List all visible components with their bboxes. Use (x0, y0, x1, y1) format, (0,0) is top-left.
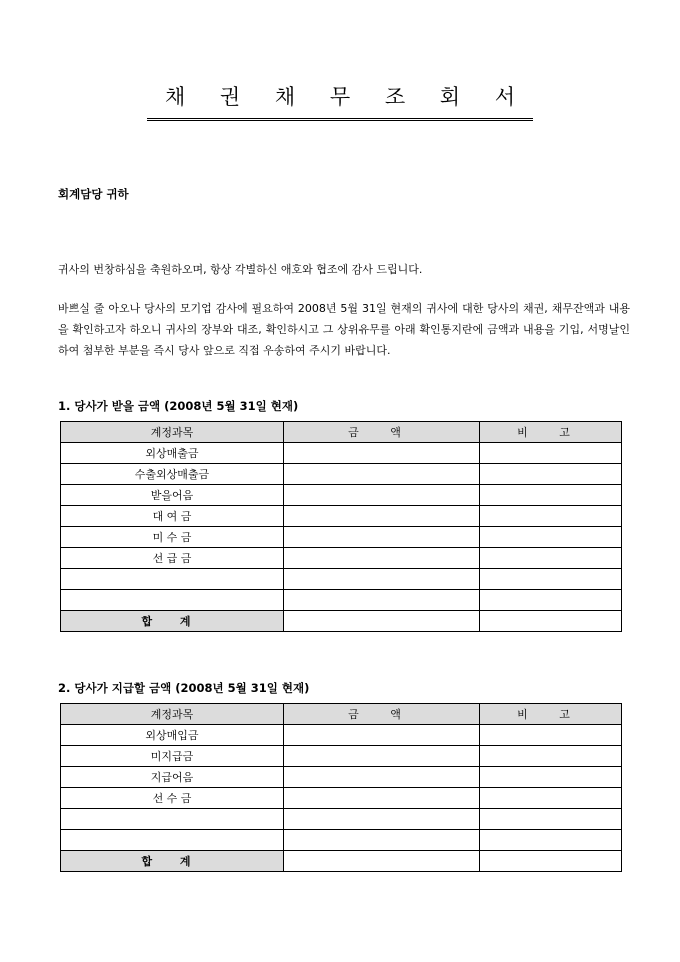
remarks-cell[interactable] (480, 746, 622, 767)
remarks-cell[interactable] (480, 767, 622, 788)
addressee: 회계담당 귀하 (58, 187, 129, 201)
total-label: 합 계 (61, 851, 284, 872)
table-row (61, 746, 622, 767)
table-row (61, 443, 622, 464)
request-paragraph: 바쁘실 줄 아오나 당사의 모기업 감사에 필요하여 2008년 5월 31일 현재의 귀사에 대한 당사의 채권, 채무잔액과 내용을 확인하고자 하오니 귀사의 장부와 대조, 확인하시고 그 상위유무를 아래 확인통지란에 금액과 내용을 기입, 서명날인하여 첨부한 부분을 즉시 당사 앞으로 직접 우송하여 주시기 바랍니다. (58, 302, 630, 357)
amount-cell[interactable] (284, 569, 480, 590)
amount-cell[interactable] (284, 725, 480, 746)
receivables-table (60, 421, 622, 632)
total-row (61, 611, 622, 632)
account-cell: 수출외상매출금 (61, 464, 284, 485)
table-row (61, 527, 622, 548)
remarks-cell[interactable] (480, 569, 622, 590)
account-cell: 외상매입금 (61, 725, 284, 746)
remarks-cell[interactable] (480, 464, 622, 485)
greeting-paragraph: 귀사의 번창하심을 축원하오며, 항상 각별하신 애호와 협조에 감사 드립니다. (58, 263, 423, 276)
remarks-cell[interactable] (480, 485, 622, 506)
account-cell: 선 수 금 (61, 788, 284, 809)
account-cell: 미 수 금 (61, 527, 284, 548)
table-row (61, 548, 622, 569)
header-remarks: 비 고 (480, 422, 622, 443)
table-row (61, 809, 622, 830)
amount-cell[interactable] (284, 527, 480, 548)
account-cell[interactable] (61, 830, 284, 851)
header-amount: 금 액 (284, 704, 480, 725)
remarks-cell[interactable] (480, 788, 622, 809)
total-amount-cell[interactable] (284, 851, 480, 872)
table-row (61, 788, 622, 809)
document-title: 채 권 채 무 조 회 서 (147, 84, 533, 121)
payables-table (60, 703, 622, 872)
section1-title: 1. 당사가 받을 금액 (2008년 5월 31일 현재) (58, 399, 299, 413)
header-account: 계정과목 (61, 422, 284, 443)
total-row (61, 851, 622, 872)
amount-cell[interactable] (284, 590, 480, 611)
table-row (61, 464, 622, 485)
table-row (61, 485, 622, 506)
table-header-row (61, 704, 622, 725)
amount-cell[interactable] (284, 464, 480, 485)
section2-title: 2. 당사가 지급할 금액 (2008년 5월 31일 현재) (58, 681, 310, 695)
amount-cell[interactable] (284, 809, 480, 830)
remarks-cell[interactable] (480, 506, 622, 527)
total-remarks-cell[interactable] (480, 851, 622, 872)
amount-cell[interactable] (284, 767, 480, 788)
header-remarks: 비 고 (480, 704, 622, 725)
amount-cell[interactable] (284, 830, 480, 851)
remarks-cell[interactable] (480, 725, 622, 746)
remarks-cell[interactable] (480, 590, 622, 611)
header-account: 계정과목 (61, 704, 284, 725)
table-row (61, 506, 622, 527)
amount-cell[interactable] (284, 548, 480, 569)
account-cell: 지급어음 (61, 767, 284, 788)
amount-cell[interactable] (284, 443, 480, 464)
account-cell[interactable] (61, 809, 284, 830)
table-row (61, 725, 622, 746)
table-header-row (61, 422, 622, 443)
account-cell: 대 여 금 (61, 506, 284, 527)
amount-cell[interactable] (284, 788, 480, 809)
table-row (61, 767, 622, 788)
table-row (61, 590, 622, 611)
remarks-cell[interactable] (480, 443, 622, 464)
table-row (61, 569, 622, 590)
total-label: 합 계 (61, 611, 284, 632)
remarks-cell[interactable] (480, 548, 622, 569)
remarks-cell[interactable] (480, 830, 622, 851)
amount-cell[interactable] (284, 485, 480, 506)
header-amount: 금 액 (284, 422, 480, 443)
total-remarks-cell[interactable] (480, 611, 622, 632)
total-amount-cell[interactable] (284, 611, 480, 632)
amount-cell[interactable] (284, 746, 480, 767)
remarks-cell[interactable] (480, 809, 622, 830)
account-cell: 받을어음 (61, 485, 284, 506)
account-cell: 미지급금 (61, 746, 284, 767)
amount-cell[interactable] (284, 506, 480, 527)
account-cell: 외상매출금 (61, 443, 284, 464)
account-cell[interactable] (61, 569, 284, 590)
remarks-cell[interactable] (480, 527, 622, 548)
account-cell[interactable] (61, 590, 284, 611)
account-cell: 선 급 금 (61, 548, 284, 569)
table-row (61, 830, 622, 851)
